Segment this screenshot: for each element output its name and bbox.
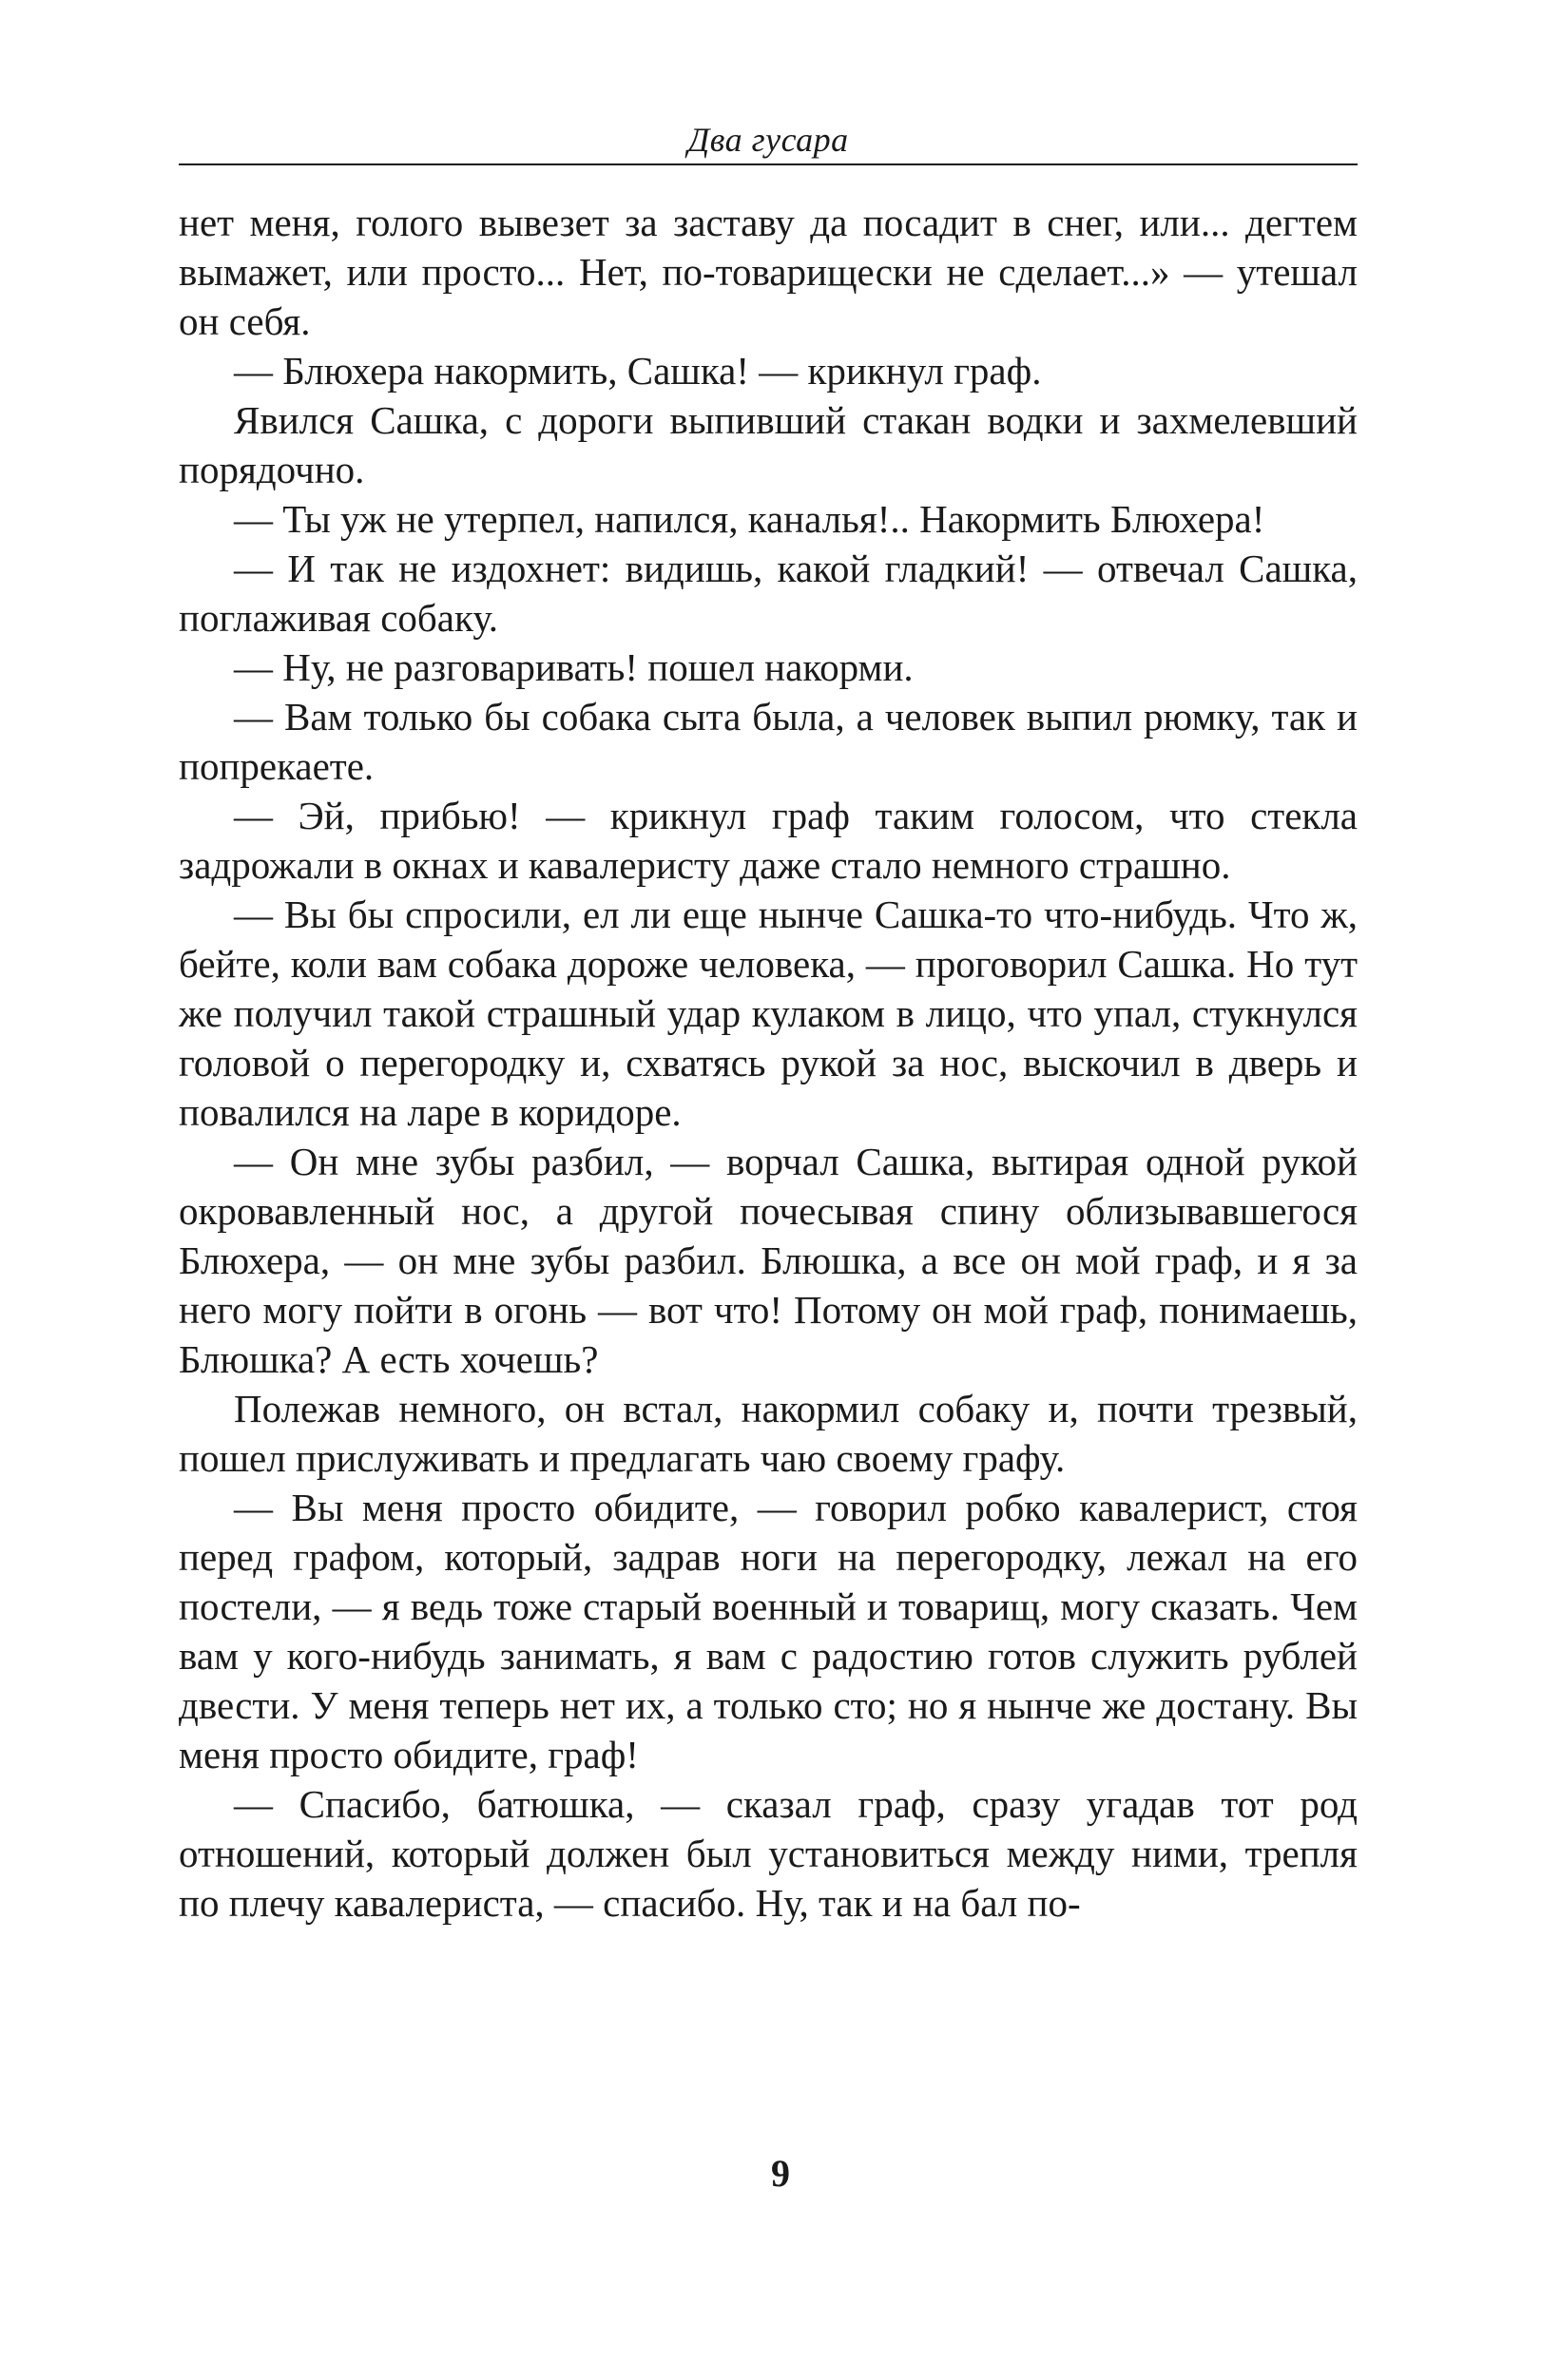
paragraph: нет меня, голого вывезет за заставу да посадит в снег, или... дегтем вымажет, или просто... Нет, по-товарищески не сделает...» — утешал он себя. <box>179 201 1358 343</box>
paragraph: — Ты уж не утерпел, напился, каналья!.. Накормить Блюхера! <box>234 497 1265 541</box>
page-number: 9 <box>771 2152 790 2195</box>
paragraph: — Ну, не разговаривать! пошел накорми. <box>234 645 914 689</box>
paragraph: — Вам только бы собака сыта была, а человек выпил рюмку, так и попрекаете. <box>179 695 1358 788</box>
paragraph: — И так не издохнет: видишь, какой гладкий! — отвечал Сашка, поглаживая собаку. <box>179 547 1358 640</box>
paragraph: — Блюхера накормить, Сашка! — крикнул граф. <box>234 349 1042 393</box>
body-text <box>179 198 1358 1928</box>
running-title: Два гусара <box>687 121 849 159</box>
paragraph: — Вы бы спросили, ел ли еще нынче Сашка-то что-нибудь. Что ж, бейте, коли вам собака дороже человека, — проговорил Сашка. Но тут же получил такой страшный удар кулаком в лицо, что упал, стукнулся головой о перегородку и, схватясь рукой за нос, выскочил в дверь и повалился на ларе в коридоре. <box>179 892 1358 1134</box>
paragraph: — Спасибо, батюшка, — сказал граф, сразу угадав тот род отношений, который должен был установиться между ними, трепля по плечу кавалериста, — спасибо. Ну, так и на бал по- <box>179 1782 1358 1925</box>
paragraph: — Эй, прибью! — крикнул граф таким голосом, что стекла задрожали в окнах и кавалеристу даже стало немного страшно. <box>179 794 1358 887</box>
header-rule <box>179 163 1358 165</box>
paragraph: Полежав немного, он встал, накормил собаку и, почти трезвый, пошел прислуживать и предлагать чаю своему графу. <box>179 1387 1358 1480</box>
paragraph: — Он мне зубы разбил, — ворчал Сашка, вытирая одной рукой окровавленный нос, а другой почесывая спину облизывавшегося Блюхера, — он мне зубы разбил. Блюшка, а все он мой граф, и я за него могу пойти в огонь — вот что! Потому он мой граф, понимаешь, Блюшка? А есть хочешь? <box>179 1140 1358 1381</box>
paragraph: Явился Сашка, с дороги выпивший стакан водки и захмелевший порядочно. <box>179 398 1358 491</box>
paragraph: — Вы меня просто обидите, — говорил робко кавалерист, стоя перед графом, который, задрав ноги на перегородку, лежал на его постели, — я ведь тоже старый военный и товарищ, могу сказать. Чем вам у кого-нибудь занимать, я вам с радостию готов служить рублей двести. У меня теперь нет их, а только сто; но я нынче же достану. Вы меня просто обидите, граф! <box>179 1486 1358 1776</box>
